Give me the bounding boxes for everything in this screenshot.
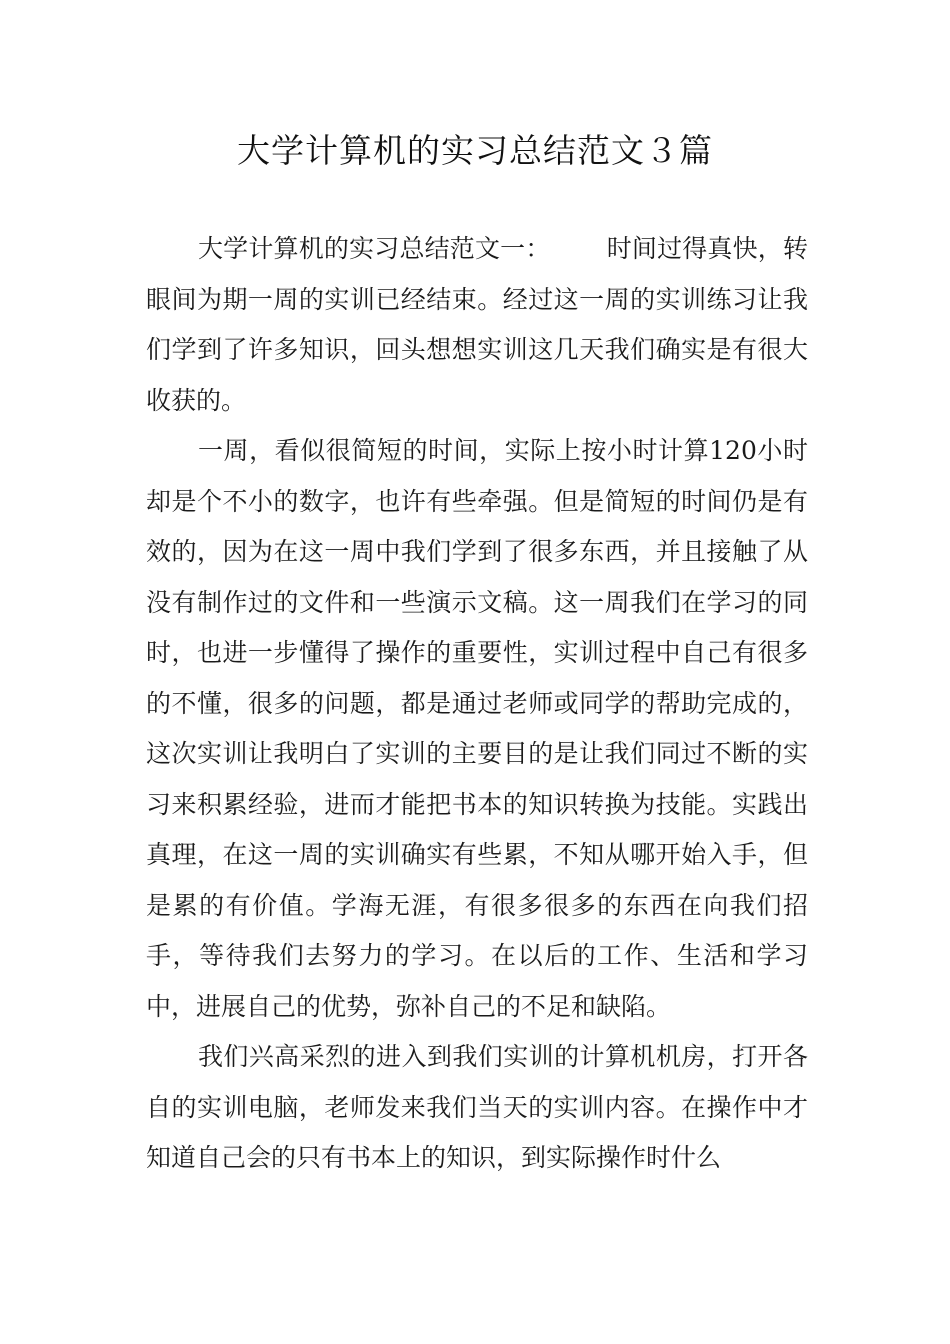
section-label: 大学计算机的实习总结范文一： xyxy=(198,234,551,263)
paragraph-1 xyxy=(146,224,808,426)
paragraph-3: 我们兴高采烈的进入到我们实训的计算机机房，打开各自的实训电脑，老师发来我们当天的实训内容。在操作中才知道自己会的只有书本上的知识，到实际操作时什么 xyxy=(146,1042,808,1172)
paragraph-2: 一周，看似很简短的时间，实际上按小时计算120小时却是个不小的数字，也许有些牵强。但是简短的时间仍是有效的，因为在这一周中我们学到了很多东西，并且接触了从没有制作过的文件和一些演示文稿。这一周我们在学习的同时，也进一步懂得了操作的重要性，实训过程中自己有很多的不懂，很多的问题，都是通过老师或同学的帮助完成的，这次实训让我明白了实训的主要目的是让我们同过不断的实习来积累经验，进而才能把书本的知识转换为技能。实践出真理，在这一周的实训确实有些累，不知从哪开始入手，但是累的有价值。学海无涯，有很多很多的东西在向我们招手，等待我们去努力的学习。在以后的工作、生活和学习中，进展自己的优势，弥补自己的不足和缺陷。 xyxy=(146,436,808,1021)
paragraph-1-text: 时间过得真快，转眼间为期一周的实训已经结束。经过这一周的实训练习让我们学到了许多知识，回头想想实训这几天我们确实是有很大收获的。 xyxy=(146,234,808,415)
document-title: 大学计算机的实习总结范文３篇 xyxy=(237,131,713,170)
document-body xyxy=(146,224,808,1184)
